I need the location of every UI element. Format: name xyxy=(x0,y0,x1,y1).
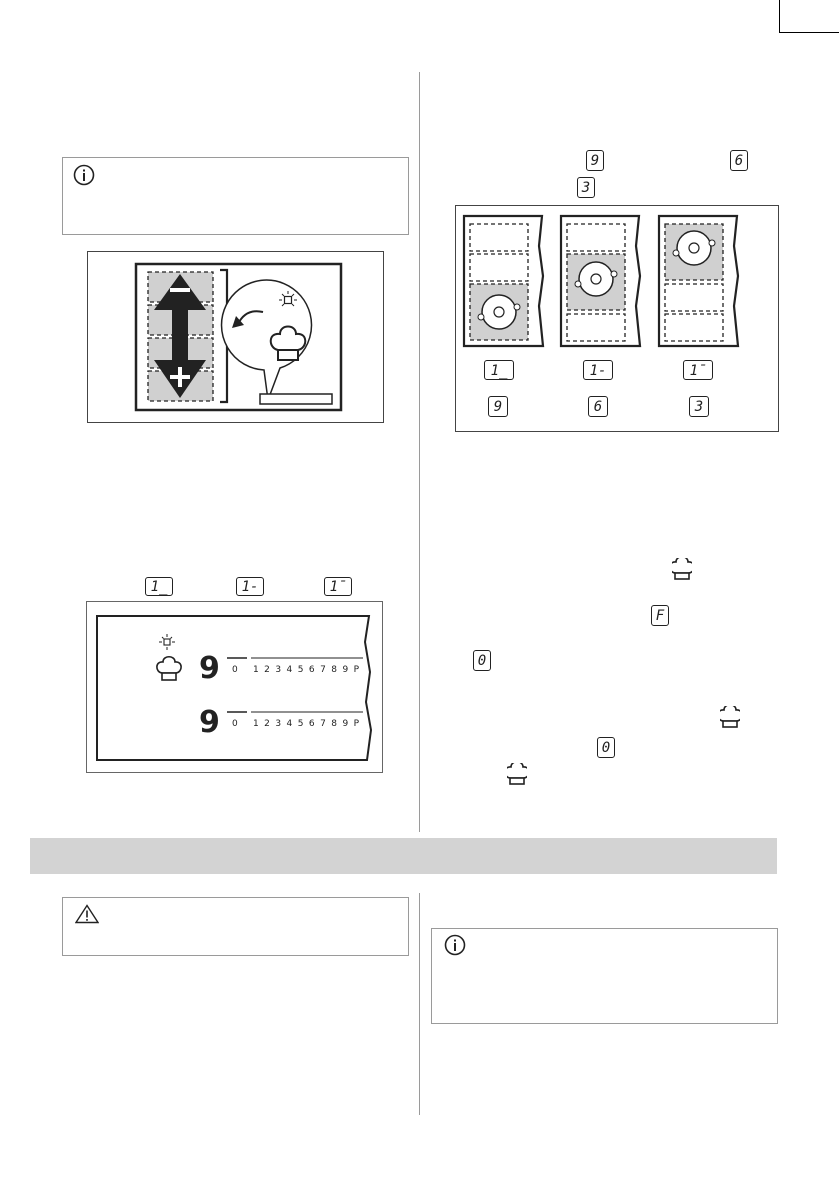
level-6-symbol: 6 xyxy=(588,396,608,417)
zone-middle-symbol: 1- xyxy=(236,577,264,596)
power-scale: 1 2 3 4 5 6 7 8 9 P xyxy=(253,665,361,675)
info-icon xyxy=(73,164,95,186)
chef-hat-icon xyxy=(507,763,527,785)
zero-symbol: 0 xyxy=(473,650,491,671)
slider-illustration xyxy=(88,252,383,422)
function-f-symbol: F xyxy=(651,605,669,626)
crop-mark xyxy=(779,32,839,33)
section-heading-band xyxy=(30,838,777,874)
info-icon xyxy=(444,934,466,956)
scale-zero: 0 xyxy=(232,665,238,675)
info-note xyxy=(431,928,778,1024)
level-3-symbol: 3 xyxy=(689,396,709,417)
zero-symbol: 0 xyxy=(597,737,615,758)
figure-zone-slider xyxy=(87,251,384,423)
power-digit: 9 xyxy=(199,651,220,686)
zone-middle-symbol: 1- xyxy=(583,360,613,380)
power-scale: 1 2 3 4 5 6 7 8 9 P xyxy=(253,719,361,729)
scale-zero: 0 xyxy=(232,719,238,729)
chef-hat-icon xyxy=(672,558,692,580)
figure-display-panel xyxy=(86,601,383,773)
level-6-symbol: 6 xyxy=(730,150,748,171)
crop-mark xyxy=(779,0,780,32)
zone-panel-front xyxy=(464,216,543,346)
warning-icon xyxy=(75,904,99,924)
level-3-symbol: 3 xyxy=(577,177,595,198)
info-note xyxy=(62,157,409,235)
zone-front-symbol: 1_ xyxy=(484,360,514,380)
zone-rear-symbol: 1¯ xyxy=(683,360,713,380)
chef-hat-icon xyxy=(720,706,740,728)
column-divider xyxy=(419,72,420,832)
warning-note xyxy=(62,897,409,956)
level-9-symbol: 9 xyxy=(488,396,508,417)
zone-panel-rear xyxy=(659,216,738,346)
level-9-symbol: 9 xyxy=(586,150,604,171)
zone-front-symbol: 1_ xyxy=(145,577,173,596)
zone-panel-middle xyxy=(561,216,640,346)
column-divider xyxy=(419,893,420,1115)
power-digit: 9 xyxy=(199,705,220,740)
zone-rear-symbol: 1¯ xyxy=(324,577,352,596)
display-illustration xyxy=(87,602,382,772)
